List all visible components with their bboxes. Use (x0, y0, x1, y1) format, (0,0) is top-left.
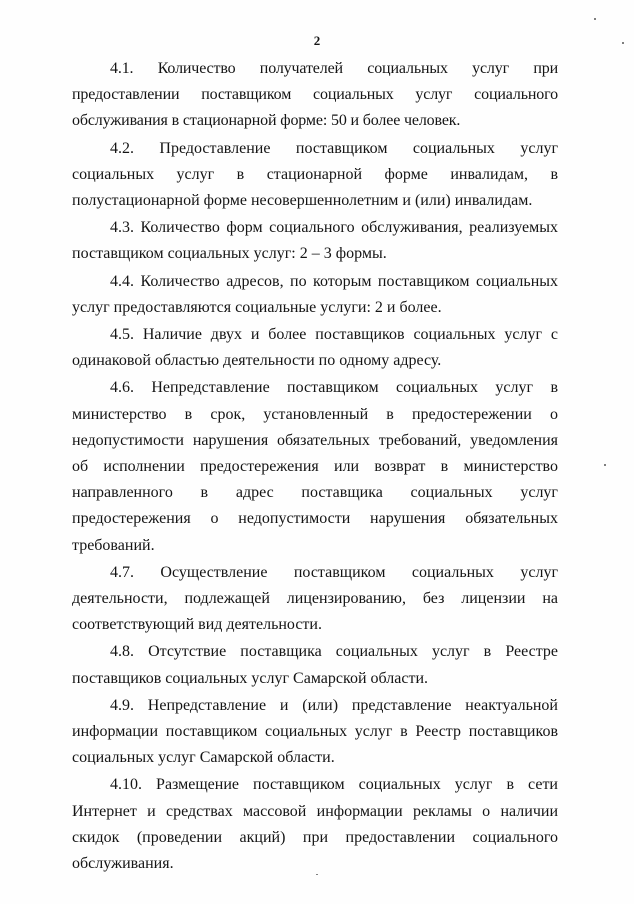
item-4-6: 4.6. Непредставление поставщиком социальных услуг в министерство в срок, установленный в предостережении о недопустимости нарушения обязательных требований, уведомления об исполнении предостережения или возврат в министерство направленного в адрес поставщика социальных услуг предостережения о недопустимости нарушения обязательных требований. (72, 379, 558, 554)
item-4-10: 4.10. Размещение поставщиком социальных услуг в сети Интернет и средствах массовой информации рекламы о наличии скидок (проведении акций) при предоставлении социального обслуживания. (72, 776, 558, 873)
item-4-2: 4.2. Предоставление поставщиком социальных услуг социальных услуг в стационарной форме инвалидам, в полустационарной форме несовершеннолетним и (или) инвалидам. (72, 139, 558, 210)
scan-speck (622, 42, 624, 44)
scan-speck (594, 18, 596, 20)
scan-speck (604, 464, 606, 466)
page-number: 2 (313, 33, 321, 48)
scan-speck (316, 874, 318, 875)
item-4-4: 4.4. Количество адресов, по которым поставщиком социальных услуг предоставляются социальные услуги: 2 и более. (72, 272, 558, 316)
item-4-7: 4.7. Осуществление поставщиком социальных услуг деятельности, подлежащей лицензированию, без лицензии на соответствующий вид деятельности. (72, 563, 558, 634)
item-4-8: 4.8. Отсутствие поставщика социальных услуг в Реестре поставщиков социальных услуг Самарской области. (72, 643, 558, 687)
item-4-3: 4.3. Количество форм социального обслуживания, реализуемых поставщиком социальных услуг: 2 – 3 формы. (72, 219, 558, 263)
document-body (72, 56, 558, 878)
item-4-9: 4.9. Непредставление и (или) представление неактуальной информации поставщиком социальных услуг в Реестр поставщиков социальных услуг Самарской области. (72, 696, 558, 767)
item-4-1: 4.1. Количество получателей социальных услуг при предоставлении поставщиком социальных услуг социального обслуживания в стационарной форме: 50 и более человек. (72, 60, 558, 130)
item-4-5: 4.5. Наличие двух и более поставщиков социальных услуг с одинаковой областью деятельности по одному адресу. (72, 326, 558, 370)
